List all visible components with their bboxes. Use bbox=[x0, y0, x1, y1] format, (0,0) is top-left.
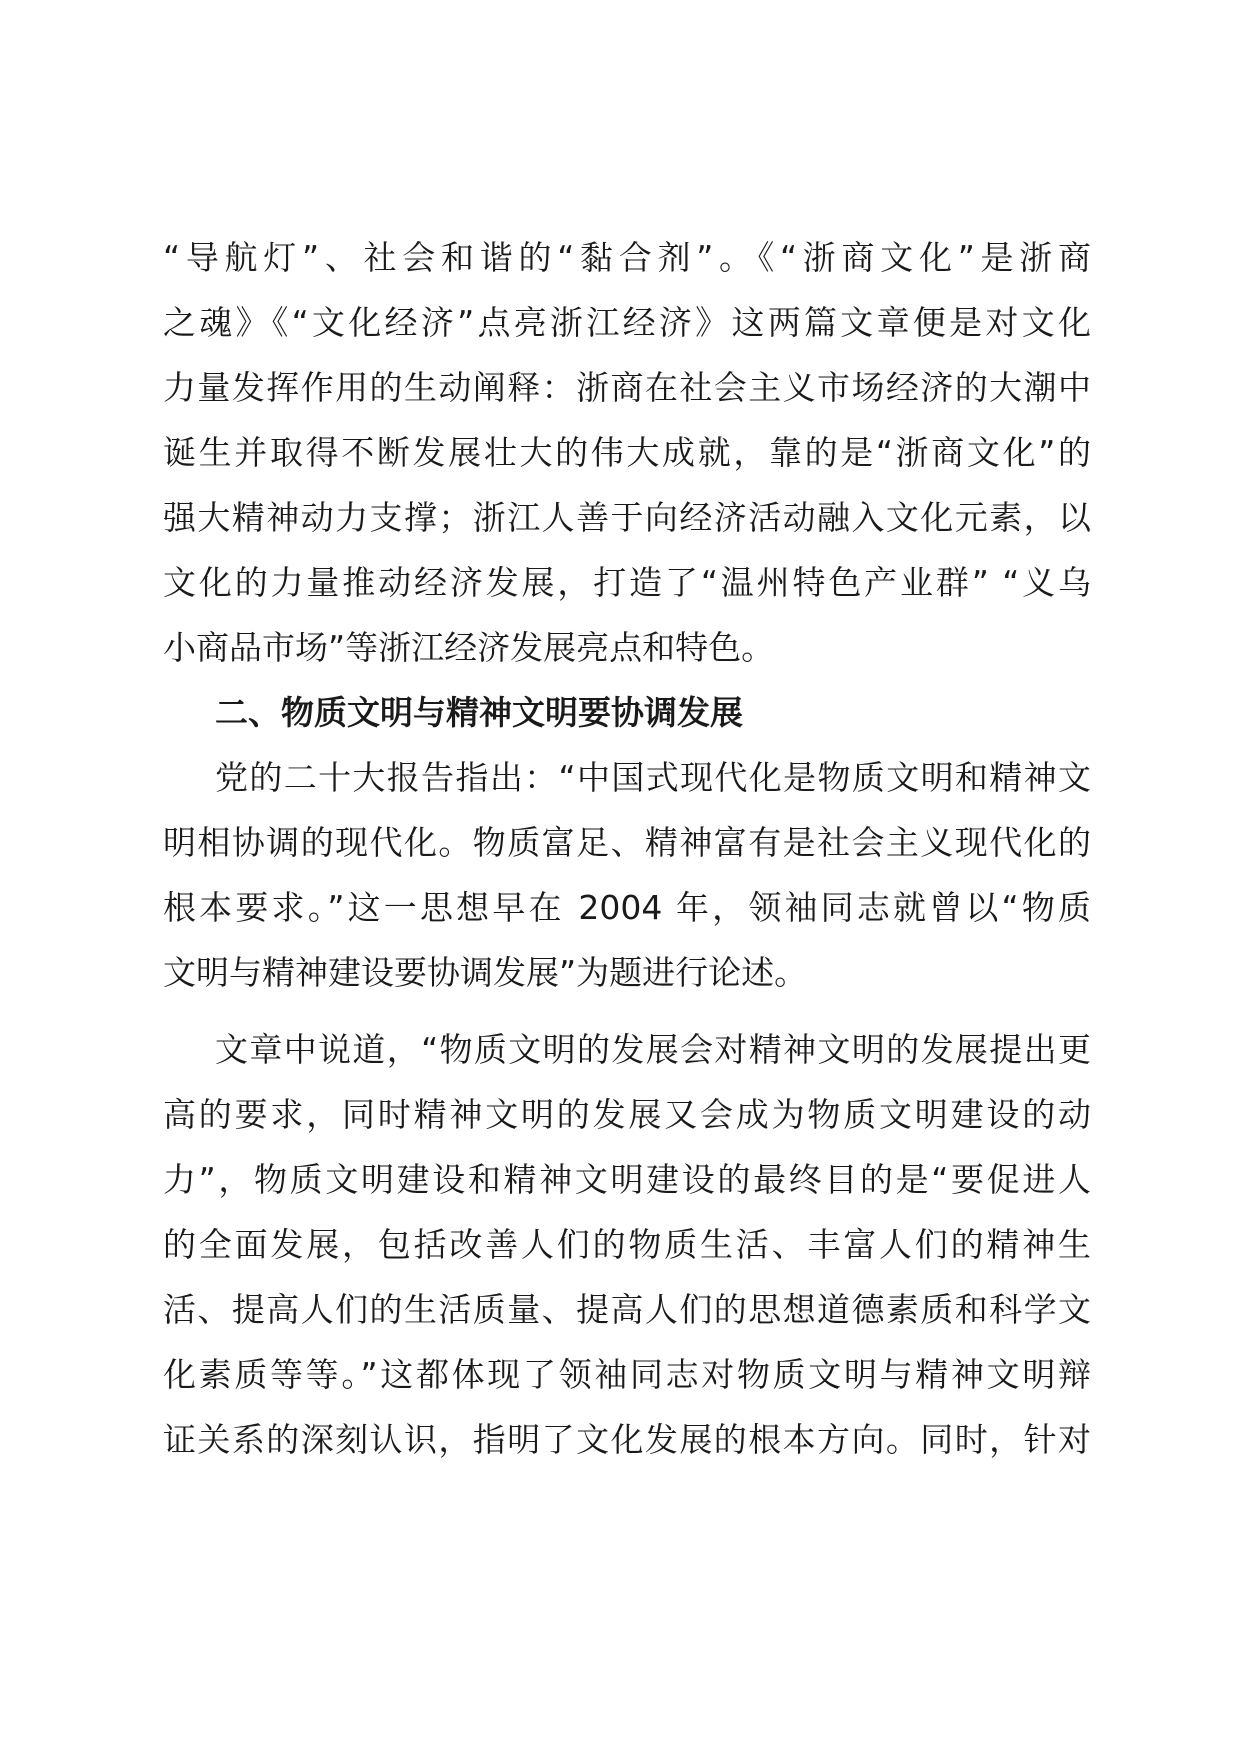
text-line: 诞生并取得不断发展壮大的伟大成就，靠的是“浙商文化”的 bbox=[163, 433, 1091, 472]
paragraph bbox=[163, 1017, 1091, 1472]
text-line: 证关系的深刻认识，指明了文化发展的根本方向。同时，针对 bbox=[163, 1420, 1091, 1459]
text-line: 高的要求，同时精神文明的发展又会成为物质文明建设的动 bbox=[163, 1095, 1091, 1134]
paragraph-continuation bbox=[163, 225, 1091, 680]
text-line: 党的二十大报告指出：“中国式现代化是物质文明和精神文 bbox=[215, 758, 1091, 797]
document-body bbox=[163, 225, 1091, 1472]
text-line: 的全面发展，包括改善人们的物质生活、丰富人们的精神生 bbox=[163, 1225, 1091, 1264]
heading-line: 二、物质文明与精神文明要协调发展 bbox=[215, 693, 743, 732]
paragraph bbox=[163, 745, 1091, 1005]
text-line: 文明与精神建设要协调发展”为题进行论述。 bbox=[163, 953, 808, 992]
text-line: 活、提高人们的生活质量、提高人们的思想道德素质和科学文 bbox=[163, 1290, 1091, 1329]
text-line: 明相协调的现代化。物质富足、精神富有是社会主义现代化的 bbox=[163, 823, 1091, 862]
text-line: 根本要求。”这一思想早在 2004 年，领袖同志就曾以“物质 bbox=[163, 888, 1091, 927]
text-line: “导航灯”、社会和谐的“黏合剂”。《“浙商文化”是浙商 bbox=[163, 238, 1091, 277]
text-line: 之魂》《“文化经济”点亮浙江经济》这两篇文章便是对文化 bbox=[163, 303, 1091, 342]
text-line: 小商品市场”等浙江经济发展亮点和特色。 bbox=[163, 628, 775, 667]
text-line: 化素质等等。”这都体现了领袖同志对物质文明与精神文明辩 bbox=[163, 1355, 1091, 1394]
section-heading bbox=[163, 680, 1091, 745]
text-line: 强大精神动力支撑；浙江人善于向经济活动融入文化元素，以 bbox=[163, 498, 1091, 537]
text-line: 力”，物质文明建设和精神文明建设的最终目的是“要促进人 bbox=[163, 1160, 1091, 1199]
text-line: 文化的力量推动经济发展，打造了“温州特色产业群” “义乌 bbox=[163, 563, 1091, 602]
text-line: 力量发挥作用的生动阐释：浙商在社会主义市场经济的大潮中 bbox=[163, 368, 1091, 407]
text-line: 文章中说道，“物质文明的发展会对精神文明的发展提出更 bbox=[215, 1030, 1091, 1069]
